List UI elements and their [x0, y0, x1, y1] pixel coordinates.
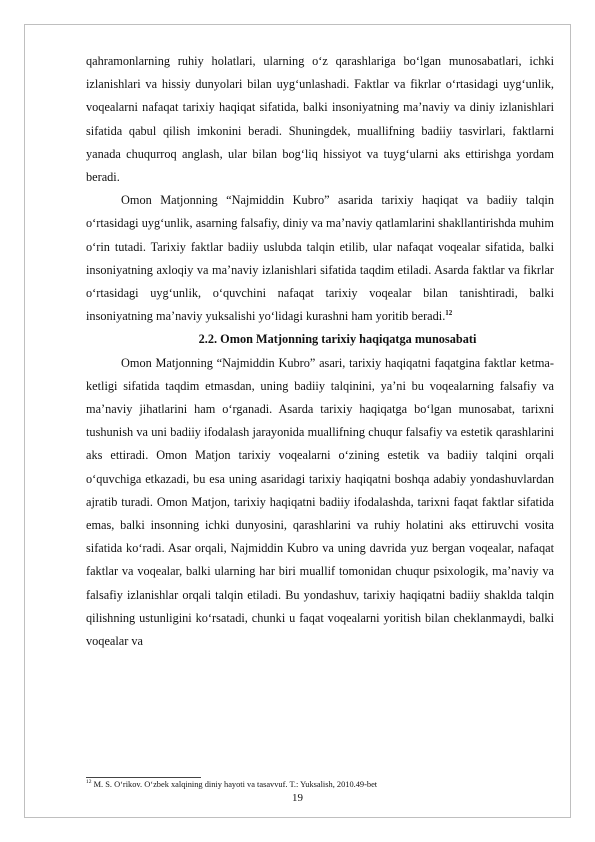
footnote-number: 12: [86, 779, 92, 786]
paragraph-1: qahramonlarning ruhiy holatlari, ularning o‘z qarashlariga bo‘lgan munosabatlari, ichki izlanishlari va hissiy dunyolari bilan uyg‘unlashadi. Faktlar va fikrlar o‘rtasidagi uyg‘unlik, voqealarni nafaqat tarixiy haqiqat sifatida, balki insoniyatning ma’naviy va diniy izlanishlari sifatida qabul qilish imkonini beradi. Shuningdek, muallifning badiiy tasvirlari, faktlarni yanada chuqurroq anglash, ular bilan bog‘liq hissiyot va tuyg‘ularni aks ettirishga yordam beradi.: [86, 54, 554, 185]
paragraph-2-text: Omon Matjonning “Najmiddin Kubro” asarida tarixiy haqiqat va badiiy talqin o‘rtasidagi uyg‘unlik, asarning falsafiy, diniy va ma’naviy qatlamlarini shakllantirishda muhim o‘rin tutadi. Tarixiy faktlar badiiy uslubda talqin etilib, ular nafaqat voqealar sifatida, balki insoniyatning axloqiy va ma’naviy izlanishlari sifatida taqdim etiladi. Asarda faktlar va fikrlar o‘rtasidagi uyg‘unlik, o‘quvchini nafaqat tarixiy voqealar bilan tanishtiradi, balki insoniyatning ma’naviy yuksalishi yo‘lidagi kurashni ham yoritib beradi.: [86, 193, 554, 324]
footnote-text: M. S. O‘rikov. O‘zbek xalqining diniy hayoti va tasavvuf. T.: Yuksalish, 2010.49-bet: [91, 780, 378, 789]
page-number: 19: [292, 792, 303, 804]
section-heading: 2.2. Omon Matjonning tarixiy haqiqatga munosabati: [198, 332, 477, 347]
footnote-reference[interactable]: 12: [445, 309, 453, 318]
page-body: [86, 50, 554, 653]
footnote: [86, 779, 554, 790]
paragraph-2: [86, 189, 554, 328]
footnote-separator: [86, 777, 201, 778]
paragraph-3: Omon Matjonning “Najmiddin Kubro” asari, tarixiy haqiqatni faqatgina faktlar ketma-ketligi sifatida taqdim etmasdan, uning badiiy talqinini, ya’ni bu voqealarning falsafiy va ma’naviy jihatlarini ham o‘rganadi. Asarda tarixiy haqiqatga bo‘lgan munosabat, tarixni tushunish va uni badiiy ifodalash jarayonida muallifning chuqur falsafiy va estetik qarashlarini aks ettiradi. Omon Matjon tarixiy voqealarni o‘zining estetik va badiiy talqini orqali o‘quvchiga etkazadi, bu esa uning asaridagi tarixiy haqiqatni boshqa adabiy yondashuvlardan ajratib turadi. Omon Matjon, tarixiy haqiqatni badiiy ifodalashda, tarixni faqat faktlar sifatida emas, balki insonning ichki dunyosini, qarashlarini va ruhiy holatini aks ettiruvchi vosita sifatida ko‘radi. Asar orqali, Najmiddin Kubro va uning davrida yuz bergan voqealar, nafaqat faktlar va voqealar, balki ularning har biri muallif tomonidan chuqur psixologik, ma’naviy va falsafiy izlanishlar orqali talqin etiladi. Bu yondashuv, tarixiy haqiqatni badiiy shaklda talqin qilishning ustunligini ko‘rsatadi, chunki u faqat voqealarni yoritish bilan cheklanmaydi, balki voqealar va: [86, 355, 554, 649]
